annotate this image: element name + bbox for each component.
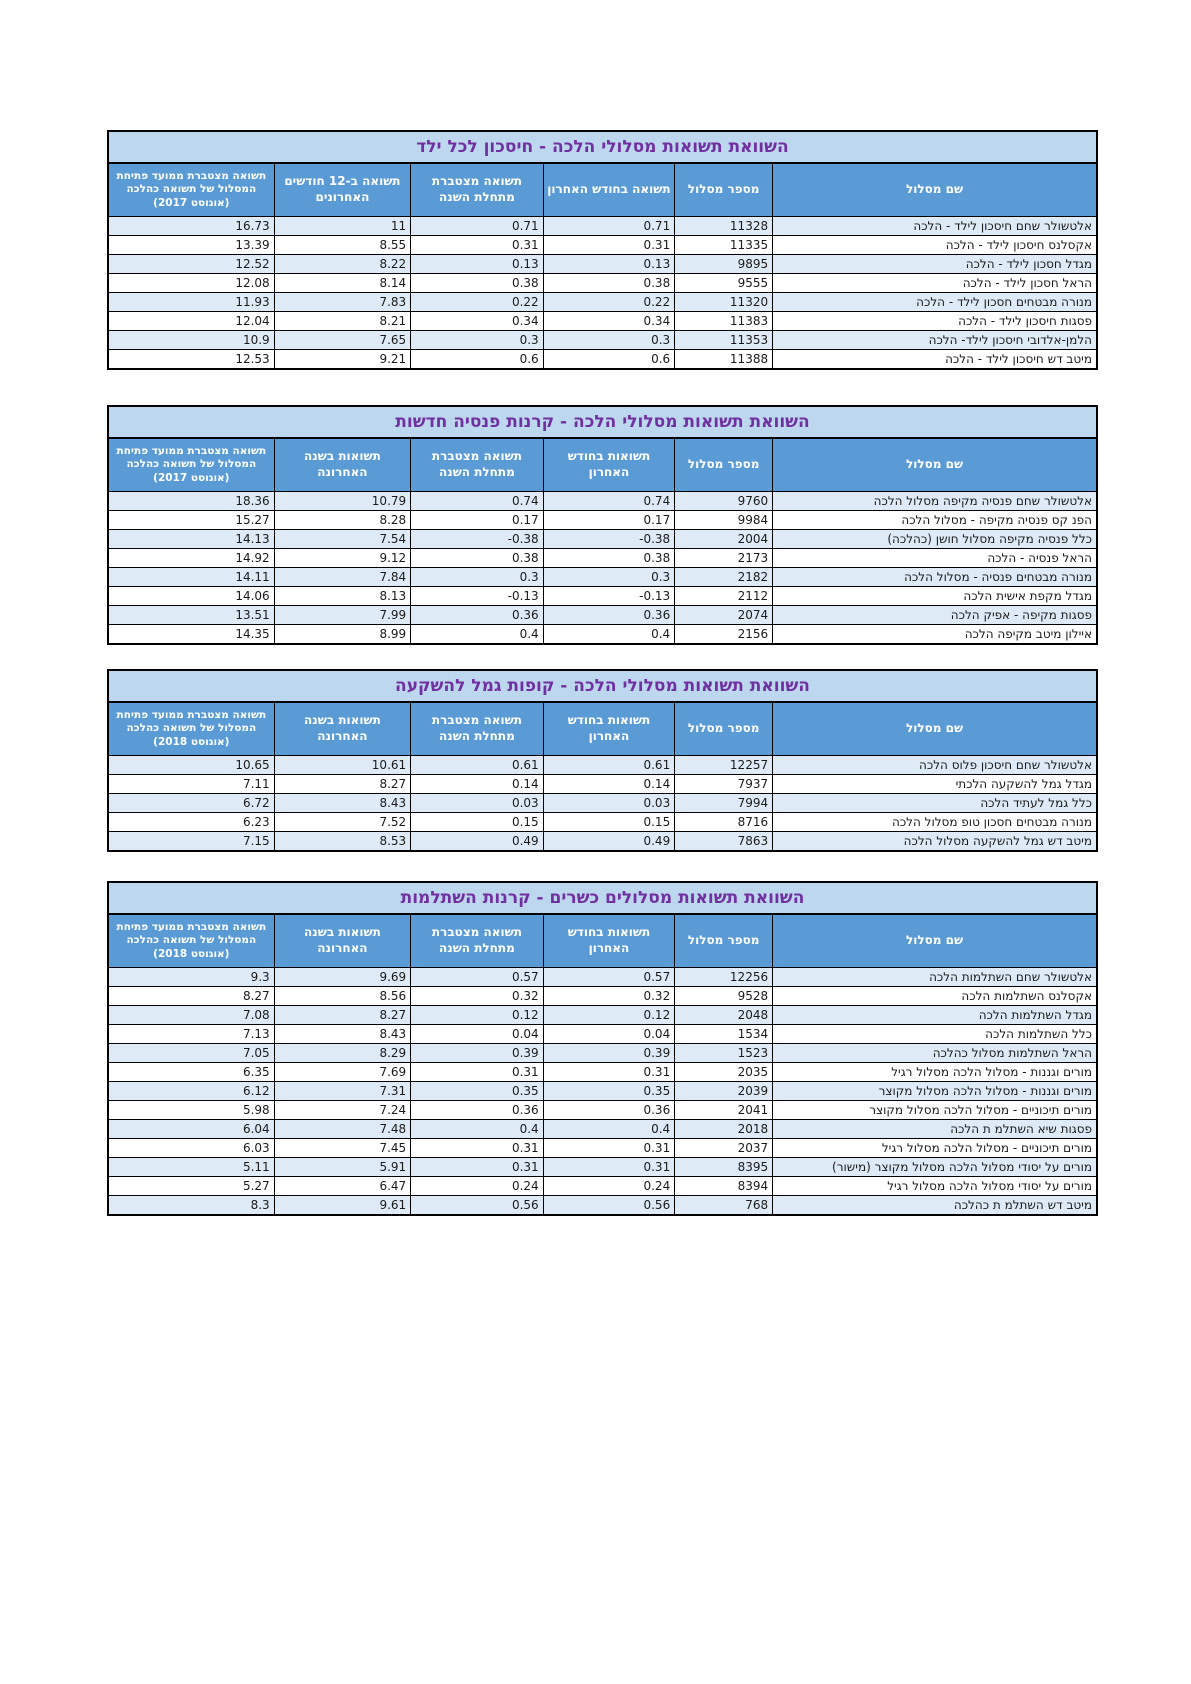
cell-return-ytd: -0.13 <box>411 587 544 606</box>
cell-return-last-year: 7.84 <box>274 568 410 587</box>
cell-return-since-inception: 5.27 <box>108 1177 274 1196</box>
cell-plan-name: הראל השתלמות מסלול כהלכה <box>773 1044 1097 1063</box>
cell-return-last-month: 0.71 <box>543 217 675 236</box>
cell-plan-number: 2037 <box>675 1139 773 1158</box>
cell-return-last-year: 8.53 <box>274 832 410 852</box>
cell-return-since-inception: 6.03 <box>108 1139 274 1158</box>
cell-plan-name: הפנ קס פנסיה מקיפה - מסלול הלכה <box>773 511 1097 530</box>
cell-plan-number: 7994 <box>675 794 773 813</box>
cell-return-ytd: 0.03 <box>411 794 544 813</box>
cell-return-last-month: 0.56 <box>543 1196 675 1216</box>
cell-plan-name: אלטשולר שחם השתלמות הלכה <box>773 968 1097 987</box>
cell-plan-number: 2182 <box>675 568 773 587</box>
table-title: השוואת תשואות מסלולי הלכה - קופות גמל להשקעה <box>108 670 1097 702</box>
cell-return-since-inception: 6.72 <box>108 794 274 813</box>
cell-plan-name: כלל גמל לעתיד הלכה <box>773 794 1097 813</box>
cell-plan-name: פסגות חיסכון לילד - הלכה <box>773 312 1097 331</box>
cell-return-last-year: 7.69 <box>274 1063 410 1082</box>
cell-return-ytd: 0.74 <box>411 492 544 511</box>
cell-return-ytd: 0.31 <box>411 1063 544 1082</box>
cell-plan-number: 11335 <box>675 236 773 255</box>
cell-plan-number: 11320 <box>675 293 773 312</box>
cell-plan-name: מורים על יסודי מסלול הלכה מסלול מקוצר (מישור) <box>773 1158 1097 1177</box>
table-row <box>108 1044 1097 1063</box>
cell-return-ytd: 0.35 <box>411 1082 544 1101</box>
cell-plan-name: מורים וגננות - מסלול הלכה מסלול רגיל <box>773 1063 1097 1082</box>
cell-plan-name: מיטב דש חיסכון לילד - הלכה <box>773 350 1097 370</box>
cell-return-ytd: 0.17 <box>411 511 544 530</box>
cell-plan-number: 2173 <box>675 549 773 568</box>
cell-return-last-month: 0.32 <box>543 987 675 1006</box>
cell-return-ytd: -0.38 <box>411 530 544 549</box>
cell-plan-number: 9760 <box>675 492 773 511</box>
cell-return-last-year: 8.28 <box>274 511 410 530</box>
cell-plan-number: 9555 <box>675 274 773 293</box>
cell-return-since-inception: 12.53 <box>108 350 274 370</box>
column-header-return-last-month: תשואות בחודש האחרון <box>543 914 675 968</box>
cell-return-last-year: 8.14 <box>274 274 410 293</box>
cell-return-ytd: 0.04 <box>411 1025 544 1044</box>
cell-plan-number: 8394 <box>675 1177 773 1196</box>
column-header-return-last-month: תשואות בחודש האחרון <box>543 438 675 492</box>
table-row <box>108 1006 1097 1025</box>
cell-return-since-inception: 9.3 <box>108 968 274 987</box>
cell-plan-number: 2004 <box>675 530 773 549</box>
cell-return-last-month: 0.4 <box>543 625 675 645</box>
cell-plan-number: 12257 <box>675 756 773 775</box>
cell-return-last-month: 0.3 <box>543 331 675 350</box>
cell-return-last-month: 0.61 <box>543 756 675 775</box>
cell-return-last-month: 0.24 <box>543 1177 675 1196</box>
cell-return-last-month: 0.74 <box>543 492 675 511</box>
table-row <box>108 832 1097 852</box>
cell-return-ytd: 0.3 <box>411 568 544 587</box>
cell-return-last-year: 7.83 <box>274 293 410 312</box>
table-row <box>108 1139 1097 1158</box>
column-header-row <box>108 438 1097 492</box>
cell-return-last-month: 0.22 <box>543 293 675 312</box>
cell-return-since-inception: 8.3 <box>108 1196 274 1216</box>
cell-return-ytd: 0.13 <box>411 255 544 274</box>
cell-return-last-year: 8.22 <box>274 255 410 274</box>
cell-plan-number: 11328 <box>675 217 773 236</box>
cell-return-since-inception: 14.06 <box>108 587 274 606</box>
cell-return-last-month: 0.31 <box>543 1063 675 1082</box>
cell-plan-name: מורים על יסודי מסלול הלכה מסלול רגיל <box>773 1177 1097 1196</box>
comparison-table-1 <box>107 130 1098 370</box>
cell-return-ytd: 0.34 <box>411 312 544 331</box>
cell-return-since-inception: 8.27 <box>108 987 274 1006</box>
cell-plan-number: 11388 <box>675 350 773 370</box>
cell-return-last-month: 0.13 <box>543 255 675 274</box>
cell-return-ytd: 0.38 <box>411 274 544 293</box>
cell-plan-number: 1523 <box>675 1044 773 1063</box>
cell-return-last-month: 0.49 <box>543 832 675 852</box>
cell-return-since-inception: 7.15 <box>108 832 274 852</box>
cell-plan-name: מורים וגננות - מסלול הלכה מסלול מקוצר <box>773 1082 1097 1101</box>
table-row <box>108 350 1097 370</box>
table-row <box>108 1101 1097 1120</box>
cell-return-since-inception: 5.11 <box>108 1158 274 1177</box>
tables-container <box>107 130 1098 1216</box>
cell-return-last-year: 8.43 <box>274 794 410 813</box>
cell-return-since-inception: 10.9 <box>108 331 274 350</box>
cell-plan-name: הלמן-אלדובי חיסכון לילד- הלכה <box>773 331 1097 350</box>
column-header-return-last-month: תשואה בחודש האחרון <box>543 163 675 217</box>
cell-return-last-year: 8.21 <box>274 312 410 331</box>
cell-return-last-year: 9.21 <box>274 350 410 370</box>
table-title-row <box>108 131 1097 163</box>
table-row <box>108 511 1097 530</box>
cell-return-last-month: 0.38 <box>543 549 675 568</box>
cell-return-last-month: 0.35 <box>543 1082 675 1101</box>
cell-return-ytd: 0.31 <box>411 236 544 255</box>
cell-return-last-month: 0.14 <box>543 775 675 794</box>
cell-return-last-month: -0.13 <box>543 587 675 606</box>
cell-plan-number: 9528 <box>675 987 773 1006</box>
cell-return-last-month: 0.31 <box>543 236 675 255</box>
column-header-plan-number: מספר מסלול <box>675 914 773 968</box>
column-header-return-last-month: תשואות בחודש האחרון <box>543 702 675 756</box>
cell-return-since-inception: 6.12 <box>108 1082 274 1101</box>
cell-plan-number: 11353 <box>675 331 773 350</box>
cell-return-since-inception: 16.73 <box>108 217 274 236</box>
table-row <box>108 987 1097 1006</box>
cell-return-since-inception: 14.11 <box>108 568 274 587</box>
cell-return-ytd: 0.61 <box>411 756 544 775</box>
cell-return-last-month: -0.38 <box>543 530 675 549</box>
column-header-return-since-inception: תשואה מצטברת ממועד פתיחת המסלול של תשואה כהלכה (אוגוסט 2018) <box>108 702 274 756</box>
cell-return-last-year: 8.29 <box>274 1044 410 1063</box>
table-row <box>108 1025 1097 1044</box>
cell-return-last-month: 0.34 <box>543 312 675 331</box>
table-title: השוואת תשואות מסלולים כשרים - קרנות השתלמות <box>108 882 1097 914</box>
column-header-return-since-inception: תשואה מצטברת ממועד פתיחת המסלול של תשואה כהלכה (אוגוסט 2017) <box>108 438 274 492</box>
cell-return-ytd: 0.32 <box>411 987 544 1006</box>
table-row <box>108 236 1097 255</box>
cell-return-since-inception: 14.13 <box>108 530 274 549</box>
cell-return-last-month: 0.17 <box>543 511 675 530</box>
cell-plan-name: מנורה מבטחים פנסיה - מסלול הלכה <box>773 568 1097 587</box>
cell-return-last-month: 0.57 <box>543 968 675 987</box>
cell-plan-name: מגדל גמל להשקעה הלכתי <box>773 775 1097 794</box>
cell-plan-number: 12256 <box>675 968 773 987</box>
cell-return-ytd: 0.39 <box>411 1044 544 1063</box>
table-row <box>108 312 1097 331</box>
column-header-plan-name: שם מסלול <box>773 438 1097 492</box>
table-row <box>108 549 1097 568</box>
cell-return-last-month: 0.04 <box>543 1025 675 1044</box>
cell-plan-name: מנורה מבטחים חסכון לילד - הלכה <box>773 293 1097 312</box>
cell-plan-name: מגדל מקפת אישית הלכה <box>773 587 1097 606</box>
cell-plan-name: אלטשולר שחם חיסכון פלוס הלכה <box>773 756 1097 775</box>
table-row <box>108 1177 1097 1196</box>
cell-return-ytd: 0.49 <box>411 832 544 852</box>
cell-return-ytd: 0.15 <box>411 813 544 832</box>
cell-plan-number: 2035 <box>675 1063 773 1082</box>
table-row <box>108 274 1097 293</box>
cell-return-since-inception: 18.36 <box>108 492 274 511</box>
cell-plan-number: 2041 <box>675 1101 773 1120</box>
cell-return-last-year: 7.54 <box>274 530 410 549</box>
cell-return-last-month: 0.36 <box>543 1101 675 1120</box>
cell-return-since-inception: 6.35 <box>108 1063 274 1082</box>
cell-return-ytd: 0.36 <box>411 1101 544 1120</box>
cell-return-since-inception: 12.52 <box>108 255 274 274</box>
cell-return-since-inception: 12.04 <box>108 312 274 331</box>
cell-return-last-month: 0.6 <box>543 350 675 370</box>
table-row <box>108 293 1097 312</box>
column-header-return-last-year: תשואות בשנה האחרונה <box>274 438 410 492</box>
cell-return-last-year: 7.52 <box>274 813 410 832</box>
cell-return-last-year: 10.61 <box>274 756 410 775</box>
table-title-row <box>108 670 1097 702</box>
table-row <box>108 968 1097 987</box>
cell-plan-name: מורים תיכוניים - מסלול הלכה מסלול מקוצר <box>773 1101 1097 1120</box>
column-header-return-ytd: תשואה מצטברת מתחלת השנה <box>411 914 544 968</box>
cell-return-last-month: 0.4 <box>543 1120 675 1139</box>
cell-plan-name: הראל חסכון לילד - הלכה <box>773 274 1097 293</box>
column-header-return-ytd: תשואה מצטברת מתחלת השנה <box>411 702 544 756</box>
cell-plan-number: 7863 <box>675 832 773 852</box>
cell-plan-number: 2156 <box>675 625 773 645</box>
table-row <box>108 794 1097 813</box>
cell-return-ytd: 0.36 <box>411 606 544 625</box>
cell-plan-number: 2074 <box>675 606 773 625</box>
cell-return-last-month: 0.03 <box>543 794 675 813</box>
cell-return-ytd: 0.57 <box>411 968 544 987</box>
cell-plan-name: אקסלנס חיסכון לילד - הלכה <box>773 236 1097 255</box>
cell-return-last-month: 0.15 <box>543 813 675 832</box>
cell-return-ytd: 0.31 <box>411 1158 544 1177</box>
column-header-row <box>108 914 1097 968</box>
cell-return-since-inception: 5.98 <box>108 1101 274 1120</box>
column-header-plan-name: שם מסלול <box>773 914 1097 968</box>
cell-return-since-inception: 13.39 <box>108 236 274 255</box>
table-row <box>108 1082 1097 1101</box>
table-title-row <box>108 406 1097 438</box>
cell-plan-number: 2048 <box>675 1006 773 1025</box>
table-row <box>108 1063 1097 1082</box>
column-header-return-since-inception: תשואה מצטברת ממועד פתיחת המסלול של תשואה כהלכה (אוגוסט 2017) <box>108 163 274 217</box>
cell-return-since-inception: 11.93 <box>108 293 274 312</box>
cell-return-last-year: 8.27 <box>274 1006 410 1025</box>
cell-return-last-month: 0.12 <box>543 1006 675 1025</box>
cell-plan-number: 2039 <box>675 1082 773 1101</box>
cell-return-last-year: 8.99 <box>274 625 410 645</box>
column-header-plan-number: מספר מסלול <box>675 702 773 756</box>
table-title: השוואת תשואות מסלולי הלכה - חיסכון לכל ילד <box>108 131 1097 163</box>
column-header-row <box>108 163 1097 217</box>
table-row <box>108 492 1097 511</box>
comparison-table-2 <box>107 405 1098 645</box>
cell-plan-name: הראל פנסיה - הלכה <box>773 549 1097 568</box>
cell-plan-number: 7937 <box>675 775 773 794</box>
cell-plan-number: 768 <box>675 1196 773 1216</box>
cell-return-last-year: 9.12 <box>274 549 410 568</box>
column-header-return-ytd: תשואה מצטברת מתחלת השנה <box>411 163 544 217</box>
cell-plan-number: 2018 <box>675 1120 773 1139</box>
cell-return-since-inception: 13.51 <box>108 606 274 625</box>
cell-return-last-month: 0.36 <box>543 606 675 625</box>
cell-plan-name: מיטב דש גמל להשקעה מסלול הלכה <box>773 832 1097 852</box>
cell-plan-name: מגדל השתלמות הלכה <box>773 1006 1097 1025</box>
cell-return-ytd: 0.56 <box>411 1196 544 1216</box>
cell-return-ytd: 0.31 <box>411 1139 544 1158</box>
cell-return-ytd: 0.12 <box>411 1006 544 1025</box>
column-header-plan-name: שם מסלול <box>773 163 1097 217</box>
cell-return-last-year: 8.27 <box>274 775 410 794</box>
table-row <box>108 625 1097 645</box>
cell-return-ytd: 0.71 <box>411 217 544 236</box>
cell-plan-name: פסגות שיא השתלמ ת הלכה <box>773 1120 1097 1139</box>
cell-return-last-year: 7.65 <box>274 331 410 350</box>
table-row <box>108 1196 1097 1216</box>
cell-return-ytd: 0.6 <box>411 350 544 370</box>
cell-return-since-inception: 7.11 <box>108 775 274 794</box>
table-row <box>108 217 1097 236</box>
cell-return-last-year: 7.48 <box>274 1120 410 1139</box>
table-row <box>108 331 1097 350</box>
table-row <box>108 530 1097 549</box>
column-header-return-since-inception: תשואה מצטברת ממועד פתיחת המסלול של תשואה כהלכה (אוגוסט 2018) <box>108 914 274 968</box>
column-header-return-ytd: תשואה מצטברת מתחלת השנה <box>411 438 544 492</box>
cell-return-ytd: 0.14 <box>411 775 544 794</box>
cell-return-last-year: 11 <box>274 217 410 236</box>
column-header-return-last-year: תשואה ב-12 חודשים האחרונים <box>274 163 410 217</box>
table-row <box>108 255 1097 274</box>
cell-return-last-year: 8.13 <box>274 587 410 606</box>
cell-plan-number: 11383 <box>675 312 773 331</box>
cell-return-last-month: 0.3 <box>543 568 675 587</box>
cell-return-ytd: 0.4 <box>411 1120 544 1139</box>
cell-return-ytd: 0.22 <box>411 293 544 312</box>
cell-return-last-year: 5.91 <box>274 1158 410 1177</box>
cell-plan-name: מנורה מבטחים חסכון טופ מסלול הלכה <box>773 813 1097 832</box>
cell-return-last-year: 7.45 <box>274 1139 410 1158</box>
cell-return-last-year: 7.24 <box>274 1101 410 1120</box>
cell-plan-number: 1534 <box>675 1025 773 1044</box>
column-header-plan-number: מספר מסלול <box>675 163 773 217</box>
cell-return-last-year: 9.69 <box>274 968 410 987</box>
table-row <box>108 568 1097 587</box>
cell-plan-name: מיטב דש השתלמ ת כהלכה <box>773 1196 1097 1216</box>
cell-return-since-inception: 14.92 <box>108 549 274 568</box>
cell-plan-number: 9984 <box>675 511 773 530</box>
cell-return-last-year: 9.61 <box>274 1196 410 1216</box>
cell-plan-number: 9895 <box>675 255 773 274</box>
cell-return-last-year: 8.56 <box>274 987 410 1006</box>
cell-plan-name: אקסלנס השתלמות הלכה <box>773 987 1097 1006</box>
cell-return-last-month: 0.39 <box>543 1044 675 1063</box>
cell-plan-name: מורים תיכוניים - מסלול הלכה מסלול רגיל <box>773 1139 1097 1158</box>
table-row <box>108 775 1097 794</box>
cell-plan-name: מגדל חסכון לילד - הלכה <box>773 255 1097 274</box>
cell-return-last-year: 8.55 <box>274 236 410 255</box>
cell-return-last-year: 10.79 <box>274 492 410 511</box>
cell-return-since-inception: 15.27 <box>108 511 274 530</box>
cell-plan-number: 2112 <box>675 587 773 606</box>
cell-return-last-month: 0.38 <box>543 274 675 293</box>
cell-return-since-inception: 6.23 <box>108 813 274 832</box>
table-row <box>108 813 1097 832</box>
cell-plan-name: כלל השתלמות הלכה <box>773 1025 1097 1044</box>
column-header-plan-name: שם מסלול <box>773 702 1097 756</box>
cell-return-last-month: 0.31 <box>543 1158 675 1177</box>
table-row <box>108 606 1097 625</box>
table-row <box>108 587 1097 606</box>
table-row <box>108 1120 1097 1139</box>
column-header-row <box>108 702 1097 756</box>
cell-return-last-year: 7.31 <box>274 1082 410 1101</box>
cell-plan-name: פסגות מקיפה - אפיק הלכה <box>773 606 1097 625</box>
cell-return-since-inception: 7.13 <box>108 1025 274 1044</box>
table-title-row <box>108 882 1097 914</box>
cell-return-since-inception: 7.08 <box>108 1006 274 1025</box>
cell-return-ytd: 0.3 <box>411 331 544 350</box>
cell-plan-number: 8716 <box>675 813 773 832</box>
column-header-return-last-year: תשואות בשנה האחרונה <box>274 702 410 756</box>
table-row <box>108 1158 1097 1177</box>
column-header-plan-number: מספר מסלול <box>675 438 773 492</box>
column-header-return-last-year: תשואות בשנה האחרונה <box>274 914 410 968</box>
cell-return-since-inception: 7.05 <box>108 1044 274 1063</box>
cell-return-last-year: 8.43 <box>274 1025 410 1044</box>
cell-return-last-year: 7.99 <box>274 606 410 625</box>
cell-return-ytd: 0.38 <box>411 549 544 568</box>
cell-return-ytd: 0.4 <box>411 625 544 645</box>
cell-return-ytd: 0.24 <box>411 1177 544 1196</box>
table-title: השוואת תשואות מסלולי הלכה - קרנות פנסיה חדשות <box>108 406 1097 438</box>
cell-return-last-month: 0.31 <box>543 1139 675 1158</box>
cell-return-since-inception: 14.35 <box>108 625 274 645</box>
cell-plan-name: אלטשולר שחם חיסכון לילד - הלכה <box>773 217 1097 236</box>
cell-return-last-year: 6.47 <box>274 1177 410 1196</box>
table-row <box>108 756 1097 775</box>
cell-plan-name: אלטשולר שחם פנסיה מקיפה מסלול הלכה <box>773 492 1097 511</box>
cell-plan-name: איילון מיטב מקיפה הלכה <box>773 625 1097 645</box>
cell-return-since-inception: 12.08 <box>108 274 274 293</box>
cell-return-since-inception: 10.65 <box>108 756 274 775</box>
cell-return-since-inception: 6.04 <box>108 1120 274 1139</box>
comparison-table-4 <box>107 881 1098 1216</box>
cell-plan-name: כלל פנסיה מקיפה מסלול חושן (כהלכה) <box>773 530 1097 549</box>
comparison-table-3 <box>107 669 1098 852</box>
cell-plan-number: 8395 <box>675 1158 773 1177</box>
